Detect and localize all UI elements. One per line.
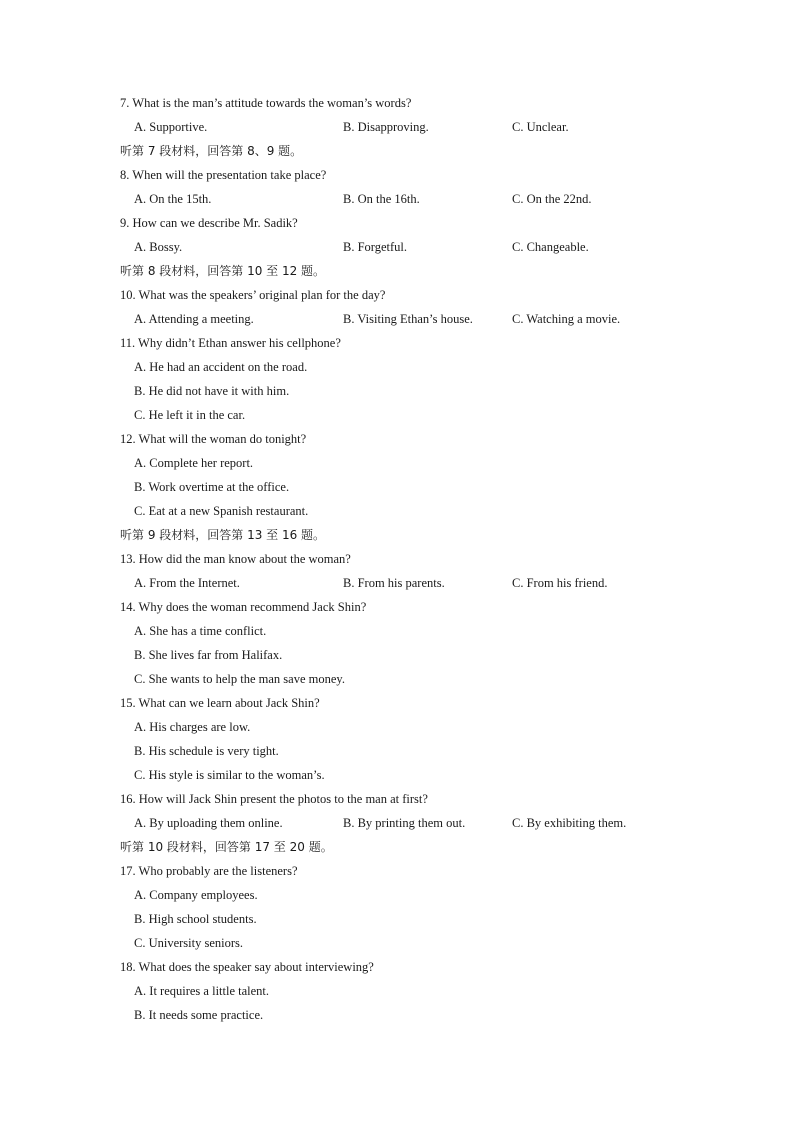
question-10-option-c: C. Watching a movie. bbox=[512, 312, 621, 326]
question-15-option-c: C. His style is similar to the woman’s. bbox=[134, 768, 325, 782]
question-10-option-a: A. Attending a meeting. bbox=[134, 312, 254, 326]
question-9-stem: 9. How can we describe Mr. Sadik? bbox=[120, 216, 298, 230]
question-17-option-a: A. Company employees. bbox=[134, 888, 258, 902]
question-14-stem: 14. Why does the woman recommend Jack Shin? bbox=[120, 600, 367, 614]
question-12-option-a: A. Complete her report. bbox=[134, 456, 254, 470]
question-13-option-a: A. From the Internet. bbox=[134, 576, 240, 590]
question-7-options bbox=[134, 115, 694, 139]
question-9-option-b: B. Forgetful. bbox=[343, 240, 408, 254]
question-14-option-a: A. She has a time conflict. bbox=[134, 624, 267, 638]
question-16-options bbox=[134, 811, 694, 835]
section-9-instruction: 听第 9 段材料，回答第 13 至 16 题。 bbox=[120, 528, 326, 542]
question-12-stem: 12. What will the woman do tonight? bbox=[120, 432, 307, 446]
question-7-stem: 7. What is the man’s attitude towards the woman’s words? bbox=[120, 96, 412, 110]
question-9-option-a: A. Bossy. bbox=[134, 240, 183, 254]
question-15-stem: 15. What can we learn about Jack Shin? bbox=[120, 696, 320, 710]
question-16-option-c: C. By exhibiting them. bbox=[512, 816, 627, 830]
question-10-options bbox=[134, 307, 694, 331]
question-8-option-a: A. On the 15th. bbox=[134, 192, 212, 206]
question-13-option-b: B. From his parents. bbox=[343, 576, 445, 590]
question-15-option-a: A. His charges are low. bbox=[134, 720, 251, 734]
question-18-stem: 18. What does the speaker say about interviewing? bbox=[120, 960, 374, 974]
question-7-option-b: B. Disapproving. bbox=[343, 120, 429, 134]
question-9-option-c: C. Changeable. bbox=[512, 240, 589, 254]
question-16-stem: 16. How will Jack Shin present the photos to the man at first? bbox=[120, 792, 428, 806]
section-7-instruction: 听第 7 段材料，回答第 8、9 题。 bbox=[120, 144, 303, 158]
question-8-option-b: B. On the 16th. bbox=[343, 192, 420, 206]
question-9-options bbox=[134, 235, 694, 259]
question-11-stem: 11. Why didn’t Ethan answer his cellphone? bbox=[120, 336, 341, 350]
question-8-option-c: C. On the 22nd. bbox=[512, 192, 592, 206]
question-11-option-a: A. He had an accident on the road. bbox=[134, 360, 308, 374]
question-13-options bbox=[134, 571, 694, 595]
question-11-option-c: C. He left it in the car. bbox=[134, 408, 246, 422]
question-17-option-b: B. High school students. bbox=[134, 912, 257, 926]
question-13-stem: 13. How did the man know about the woman? bbox=[120, 552, 351, 566]
question-7-option-c: C. Unclear. bbox=[512, 120, 569, 134]
question-8-options bbox=[134, 187, 694, 211]
question-14-option-c: C. She wants to help the man save money. bbox=[134, 672, 345, 686]
question-11-option-b: B. He did not have it with him. bbox=[134, 384, 290, 398]
question-18-option-b: B. It needs some practice. bbox=[134, 1008, 264, 1022]
question-15-option-b: B. His schedule is very tight. bbox=[134, 744, 279, 758]
section-8-instruction: 听第 8 段材料，回答第 10 至 12 题。 bbox=[120, 264, 326, 278]
question-18-option-a: A. It requires a little talent. bbox=[134, 984, 270, 998]
question-17-stem: 17. Who probably are the listeners? bbox=[120, 864, 298, 878]
question-14-option-b: B. She lives far from Halifax. bbox=[134, 648, 283, 662]
question-12-option-b: B. Work overtime at the office. bbox=[134, 480, 290, 494]
question-8-stem: 8. When will the presentation take place? bbox=[120, 168, 327, 182]
question-17-option-c: C. University seniors. bbox=[134, 936, 244, 950]
section-10-instruction: 听第 10 段材料，回答第 17 至 20 题。 bbox=[120, 840, 333, 854]
question-12-option-c: C. Eat at a new Spanish restaurant. bbox=[134, 504, 309, 518]
question-16-option-a: A. By uploading them online. bbox=[134, 816, 283, 830]
question-13-option-c: C. From his friend. bbox=[512, 576, 608, 590]
question-7-option-a: A. Supportive. bbox=[134, 120, 208, 134]
question-10-stem: 10. What was the speakers’ original plan for the day? bbox=[120, 288, 386, 302]
question-16-option-b: B. By printing them out. bbox=[343, 816, 466, 830]
question-10-option-b: B. Visiting Ethan’s house. bbox=[343, 312, 473, 326]
